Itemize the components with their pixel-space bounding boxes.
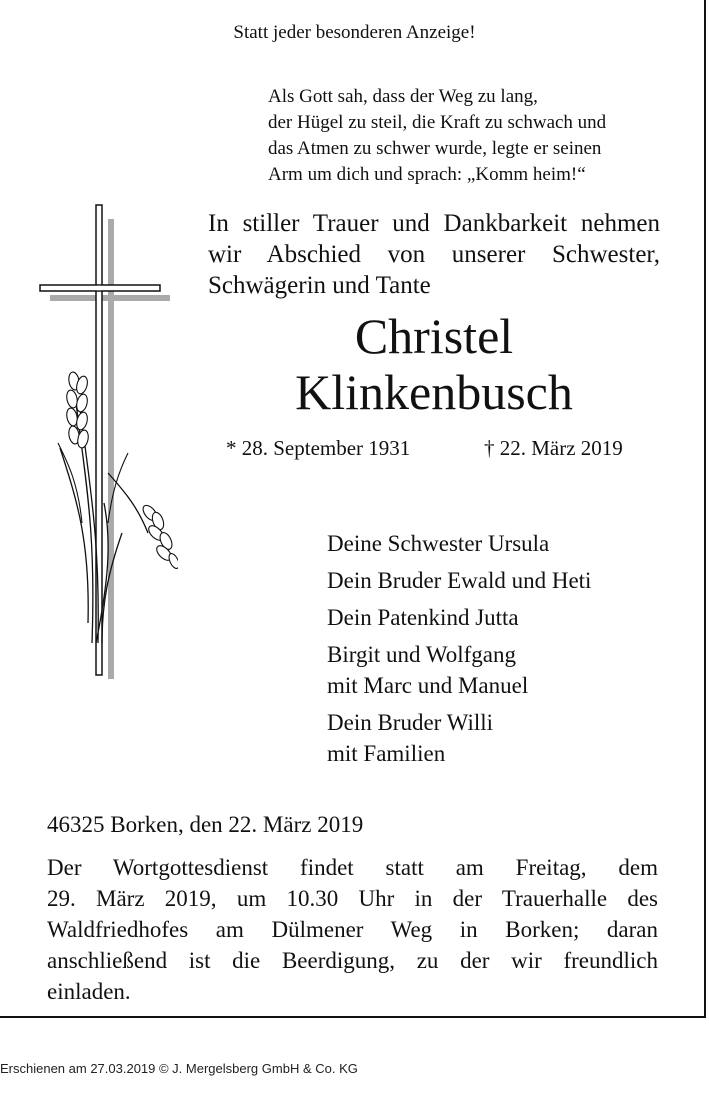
- service-line: Waldfriedhofes am Dülmener Weg in Borken; daran: [47, 917, 658, 942]
- death-date: † 22. März 2019: [484, 436, 623, 460]
- mourner-line: Deine Schwester Ursula: [327, 531, 550, 556]
- service-line: 29. März 2019, um 10.30 Uhr in der Trauerhalle des: [47, 886, 658, 911]
- birth-date: * 28. September 1931: [226, 436, 411, 460]
- publication-footer: Erschienen am 27.03.2019 © J. Mergelsberg GmbH & Co. KG: [0, 1061, 358, 1076]
- mourner-group: [327, 565, 687, 596]
- mourner-group: [327, 602, 687, 633]
- intro-text: [208, 208, 660, 301]
- mourner-group: [327, 707, 687, 769]
- deceased-first-name: Christel: [354, 308, 514, 364]
- poem-line: Als Gott sah, dass der Weg zu lang,: [268, 86, 538, 107]
- service-line: Der Wortgottesdienst findet statt am Freitag, dem: [47, 855, 658, 880]
- mourner-line: Dein Bruder Ewald und Heti: [327, 568, 592, 593]
- mourner-line: mit Familien: [327, 741, 446, 766]
- mourner-line: Dein Patenkind Jutta: [327, 605, 519, 630]
- service-line: einladen.: [47, 979, 131, 1004]
- mourner-line: Dein Bruder Willi: [327, 710, 494, 735]
- poem: [268, 84, 688, 188]
- poem-line: Arm um dich und sprach: „Komm heim!“: [268, 164, 586, 185]
- mourner-group: [327, 639, 687, 701]
- mourner-line: Birgit und Wolfgang: [327, 642, 516, 667]
- poem-line: das Atmen zu schwer wurde, legte er seinen: [268, 138, 602, 159]
- poem-line: der Hügel zu steil, die Kraft zu schwach und: [268, 112, 607, 133]
- notice-header: Statt jeder besonderen Anzeige!: [233, 22, 476, 43]
- mourner-group: [327, 528, 687, 559]
- mourner-line: mit Marc und Manuel: [327, 673, 529, 698]
- mourners-list: [327, 528, 687, 775]
- deceased-last-name: Klinkenbusch: [295, 364, 573, 420]
- service-line: anschließend ist die Beerdigung, zu der wir freundlich: [47, 948, 658, 973]
- intro-line: In stiller Trauer und Dankbarkeit nehmen: [208, 210, 660, 237]
- cross-with-wheat-icon: [38, 203, 178, 683]
- intro-line: Schwägerin und Tante: [208, 272, 431, 299]
- intro-line: wir Abschied von unserer Schwester,: [208, 241, 660, 268]
- service-text: [47, 852, 658, 1007]
- place-date: 46325 Borken, den 22. März 2019: [47, 812, 364, 837]
- deceased-name: [208, 308, 660, 420]
